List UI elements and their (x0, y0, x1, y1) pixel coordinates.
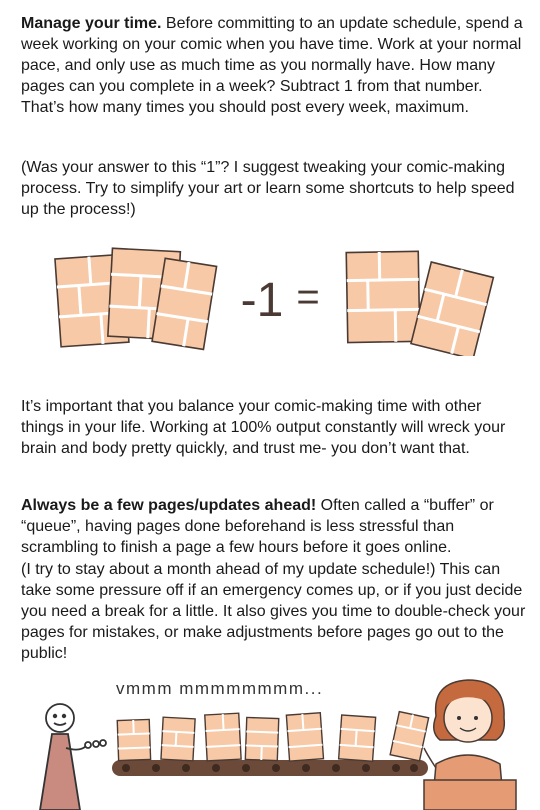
buffer-note-paragraph: (I try to stay about a month ahead of my update schedule!) This can take some pressure off if an emergency comes up, or if you just decide you need a break for a little. It also gives you time to double-check your pages for mistakes, or make adjustments before pages go out to the public! (21, 561, 526, 662)
buffer-body: Often called a “buffer” or “queue”, having pages done beforehand is less stressful than scrambling to finish a page a few hours before it goes online. (21, 497, 494, 556)
buffer-heading: Always be a few pages/updates ahead! (21, 497, 317, 514)
buffer-paragraph (21, 495, 526, 558)
manage-time-heading: Manage your time. (21, 15, 162, 32)
conveyor-belt-illustration (0, 668, 540, 810)
stick-figure (40, 704, 106, 810)
balance-paragraph: It’s important that you balance your comic-making time with other things in your life. Working at 100% output constantly will wreck your brain and body pretty quickly, and trust me- you don’t want that. (21, 398, 506, 457)
manage-time-paragraph (21, 13, 526, 118)
tip-paragraph: (Was your answer to this “1”? I suggest tweaking your comic-making process. Try to simplify your art or learn some shortcuts to help speed up the process!) (21, 159, 515, 218)
manage-time-body: Before committing to an update schedule, spend a week working on your comic when you have time. Work at your normal pace, and only use as much time as you normally have. How many pages can you complete in a week? Subtract 1 from that number. That’s how many times you should post every week, maximum. (21, 15, 523, 116)
equals-sign: = (296, 275, 320, 319)
artist-character (424, 680, 516, 810)
conveyor-belt (112, 760, 428, 776)
page-stack-right (346, 251, 493, 356)
belt-pages (117, 712, 428, 762)
vmmm-sound-effect: vmmm mmmmmmmm... (116, 679, 324, 698)
page-stack-left (55, 248, 217, 349)
minus-one-label: -1 (240, 274, 284, 327)
subtract-one-illustration (0, 236, 540, 356)
